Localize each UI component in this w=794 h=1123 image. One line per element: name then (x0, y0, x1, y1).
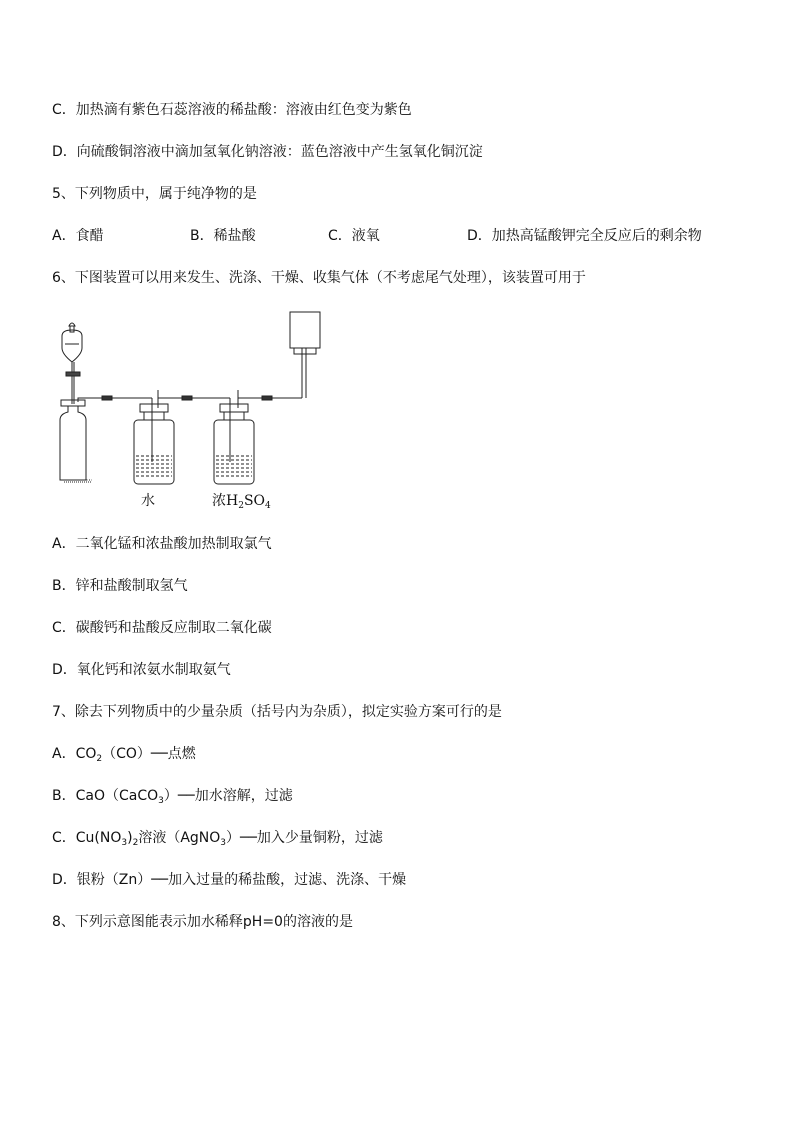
q7c-sub2: 2 (132, 838, 139, 848)
q8-stem: 8、下列示意图能表示加水稀释pH=0的溶液的是 (52, 914, 353, 930)
q7c-mid: ) (127, 830, 133, 846)
q7a-sub: 2 (96, 754, 103, 764)
q5-option-a: A．食醋 (52, 228, 104, 244)
q7-option-d: D．银粉（Zn）──加入过量的稀盐酸，过滤、洗涤、干燥 (52, 872, 407, 888)
q4-option-c: C．加热滴有紫色石蕊溶液的稀盐酸：溶液由红色变为紫色 (52, 102, 412, 118)
q7a-mid: （CO）──点燃 (102, 746, 196, 762)
funnel-bulb (62, 330, 82, 362)
q5-option-b: B．稀盐酸 (190, 228, 256, 244)
q7-option-a (52, 744, 196, 769)
q5-option-d: D．加热高锰酸钾完全反应后的剩余物 (467, 228, 702, 244)
label-conc-sulfuric-acid (212, 490, 271, 511)
q7c-post: ）──加入少量铜粉，过滤 (226, 830, 383, 846)
label-water: 水 (141, 493, 155, 509)
q6-option-a: A．二氧化锰和浓盐酸加热制取氯气 (52, 536, 272, 552)
q6-stem: 6、下图装置可以用来发生、洗涤、干燥、收集气体（不考虑尾气处理），该装置可用于 (52, 270, 586, 286)
wash-bottle (134, 420, 174, 484)
q7b-sub: 3 (158, 796, 164, 806)
q6-option-d: D．氧化钙和浓氨水制取氨气 (52, 662, 231, 678)
label-acid-mid: SO (243, 493, 266, 509)
label-acid-sub2: 4 (265, 501, 271, 511)
q6-option-b: B．锌和盐酸制取氢气 (52, 578, 188, 594)
q6-option-c: C．碳酸钙和盐酸反应制取二氧化碳 (52, 620, 272, 636)
gas-apparatus-diagram (52, 308, 342, 518)
q7-stem: 7、除去下列物质中的少量杂质（括号内为杂质），拟定实验方案可行的是 (52, 704, 502, 720)
q4-option-d: D．向硫酸铜溶液中滴加氢氧化钠溶液：蓝色溶液中产生氢氧化铜沉淀 (52, 144, 483, 160)
q7-option-b (52, 786, 293, 811)
generator-bottle (60, 406, 86, 480)
q5-option-c: C．液氧 (328, 228, 380, 244)
rubber-tube-3 (262, 396, 272, 400)
collecting-bottle (290, 312, 320, 348)
q7c-sub1: 3 (121, 838, 128, 848)
q7a-pre: A．CO (52, 746, 97, 762)
apparatus-figure (52, 308, 342, 522)
q7c-mid2: 溶液（AgNO (138, 830, 221, 846)
q7b-pre: B．CaO（CaCO (52, 788, 159, 804)
q7-option-c (52, 828, 383, 853)
drying-bottle (214, 420, 254, 484)
funnel-stopcock (66, 372, 80, 376)
q7c-sub3: 3 (220, 838, 227, 848)
rubber-tube-2 (182, 396, 192, 400)
label-acid-prefix: 浓H (212, 493, 239, 509)
q5-stem: 5、下列物质中，属于纯净物的是 (52, 186, 257, 202)
label-acid-sub1: 2 (238, 501, 244, 511)
q7c-pre: C．Cu(NO (52, 830, 122, 846)
rubber-tube-1 (102, 396, 112, 400)
q7b-post: ）──加水溶解，过滤 (163, 788, 293, 804)
